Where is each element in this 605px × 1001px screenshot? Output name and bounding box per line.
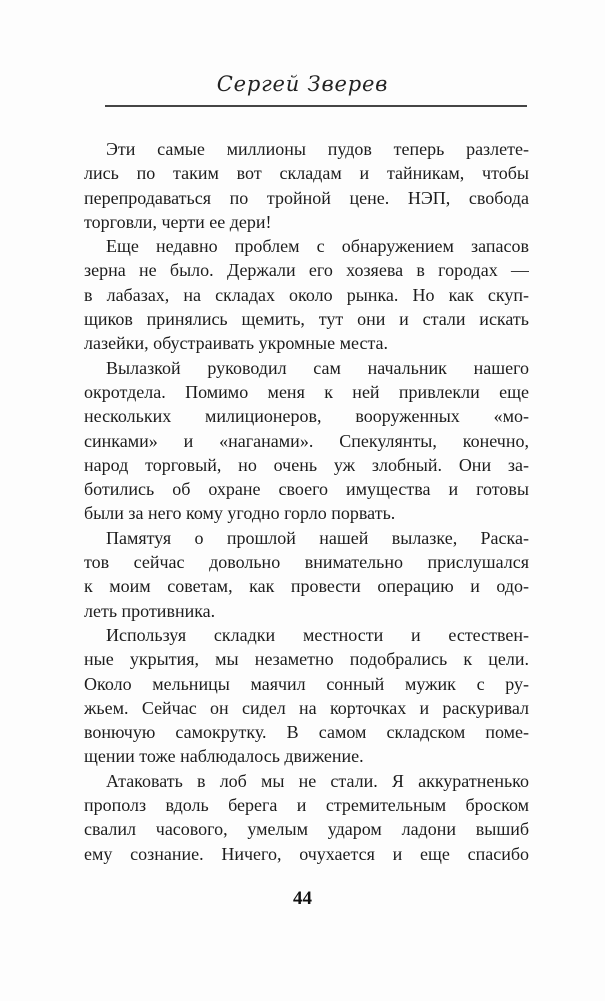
text-line: жьем. Сейчас он сидел на корточках и раскуривал <box>84 697 529 718</box>
text-line: к моим советам, как провести операцию и одо- <box>84 576 529 597</box>
text-line: зерна не было. Держали его хозяева в городах — <box>84 260 529 281</box>
text-line: синками» и «наганами». Спекулянты, конечно, <box>84 430 529 451</box>
text-line: ботились об охране своего имущества и готовы <box>84 479 529 500</box>
text-line: лазейки, обустраивать укромные места. <box>84 333 389 354</box>
text-line: леть противника. <box>84 600 216 621</box>
text-line: окротдела. Помимо меня к ней привлекли еще <box>84 381 529 402</box>
text-line: Эти самые миллионы пудов теперь разлете- <box>106 139 529 159</box>
text-line: в лабазах, на складах около рынка. Но как скуп- <box>84 284 529 305</box>
text-line: нескольких милиционеров, вооруженных «мо- <box>84 406 529 427</box>
text-line: Атаковать в лоб мы не стали. Я аккуратненько <box>106 770 529 791</box>
book-paragraph <box>84 356 529 526</box>
text-line: вонючую самокрутку. В самом складском поме- <box>84 722 529 743</box>
text-line: прополз вдоль берега и стремительным броском <box>84 795 529 816</box>
text-line: ные укрытия, мы незаметно подобрались к цели. <box>84 649 529 670</box>
text-line: ему сознание. Ничего, очухается и еще спасибо <box>84 843 529 864</box>
running-header-author: Сергей Зверев <box>216 72 389 96</box>
page-number: 44 <box>293 888 312 909</box>
text-line: Еще недавно проблем с обнаружением запасов <box>106 236 529 257</box>
book-paragraph <box>84 234 529 355</box>
book-paragraph <box>84 623 529 769</box>
body-text <box>84 137 529 866</box>
text-line: щении тоже наблюдалось движение. <box>84 746 364 767</box>
header-rule <box>105 105 527 107</box>
text-line: торговли, черти ее дери! <box>84 211 272 232</box>
book-paragraph <box>84 526 529 623</box>
text-line: лись по таким вот складам и тайникам, чтобы <box>84 163 529 184</box>
text-line: Памятуя о прошлой нашей вылазке, Раска- <box>106 527 529 548</box>
text-line: щиков принялись щемить, тут они и стали искать <box>84 309 529 330</box>
book-paragraph <box>84 137 529 234</box>
text-line: Вылазкой руководил сам начальник нашего <box>106 357 529 378</box>
text-line: перепродаваться по тройной цене. НЭП, свобода <box>84 187 529 208</box>
text-line: народ торговый, но очень уж злобный. Они за- <box>84 454 529 475</box>
text-line: тов сейчас довольно внимательно прислушался <box>84 552 529 573</box>
text-line: Около мельницы маячил сонный мужик с ру- <box>84 673 529 694</box>
text-line: были за него кому угодно горло порвать. <box>84 503 396 524</box>
text-line: свалил часового, умелым ударом ладони вышиб <box>84 819 529 840</box>
book-paragraph <box>84 769 529 866</box>
text-line: Используя складки местности и естествен- <box>106 624 529 645</box>
